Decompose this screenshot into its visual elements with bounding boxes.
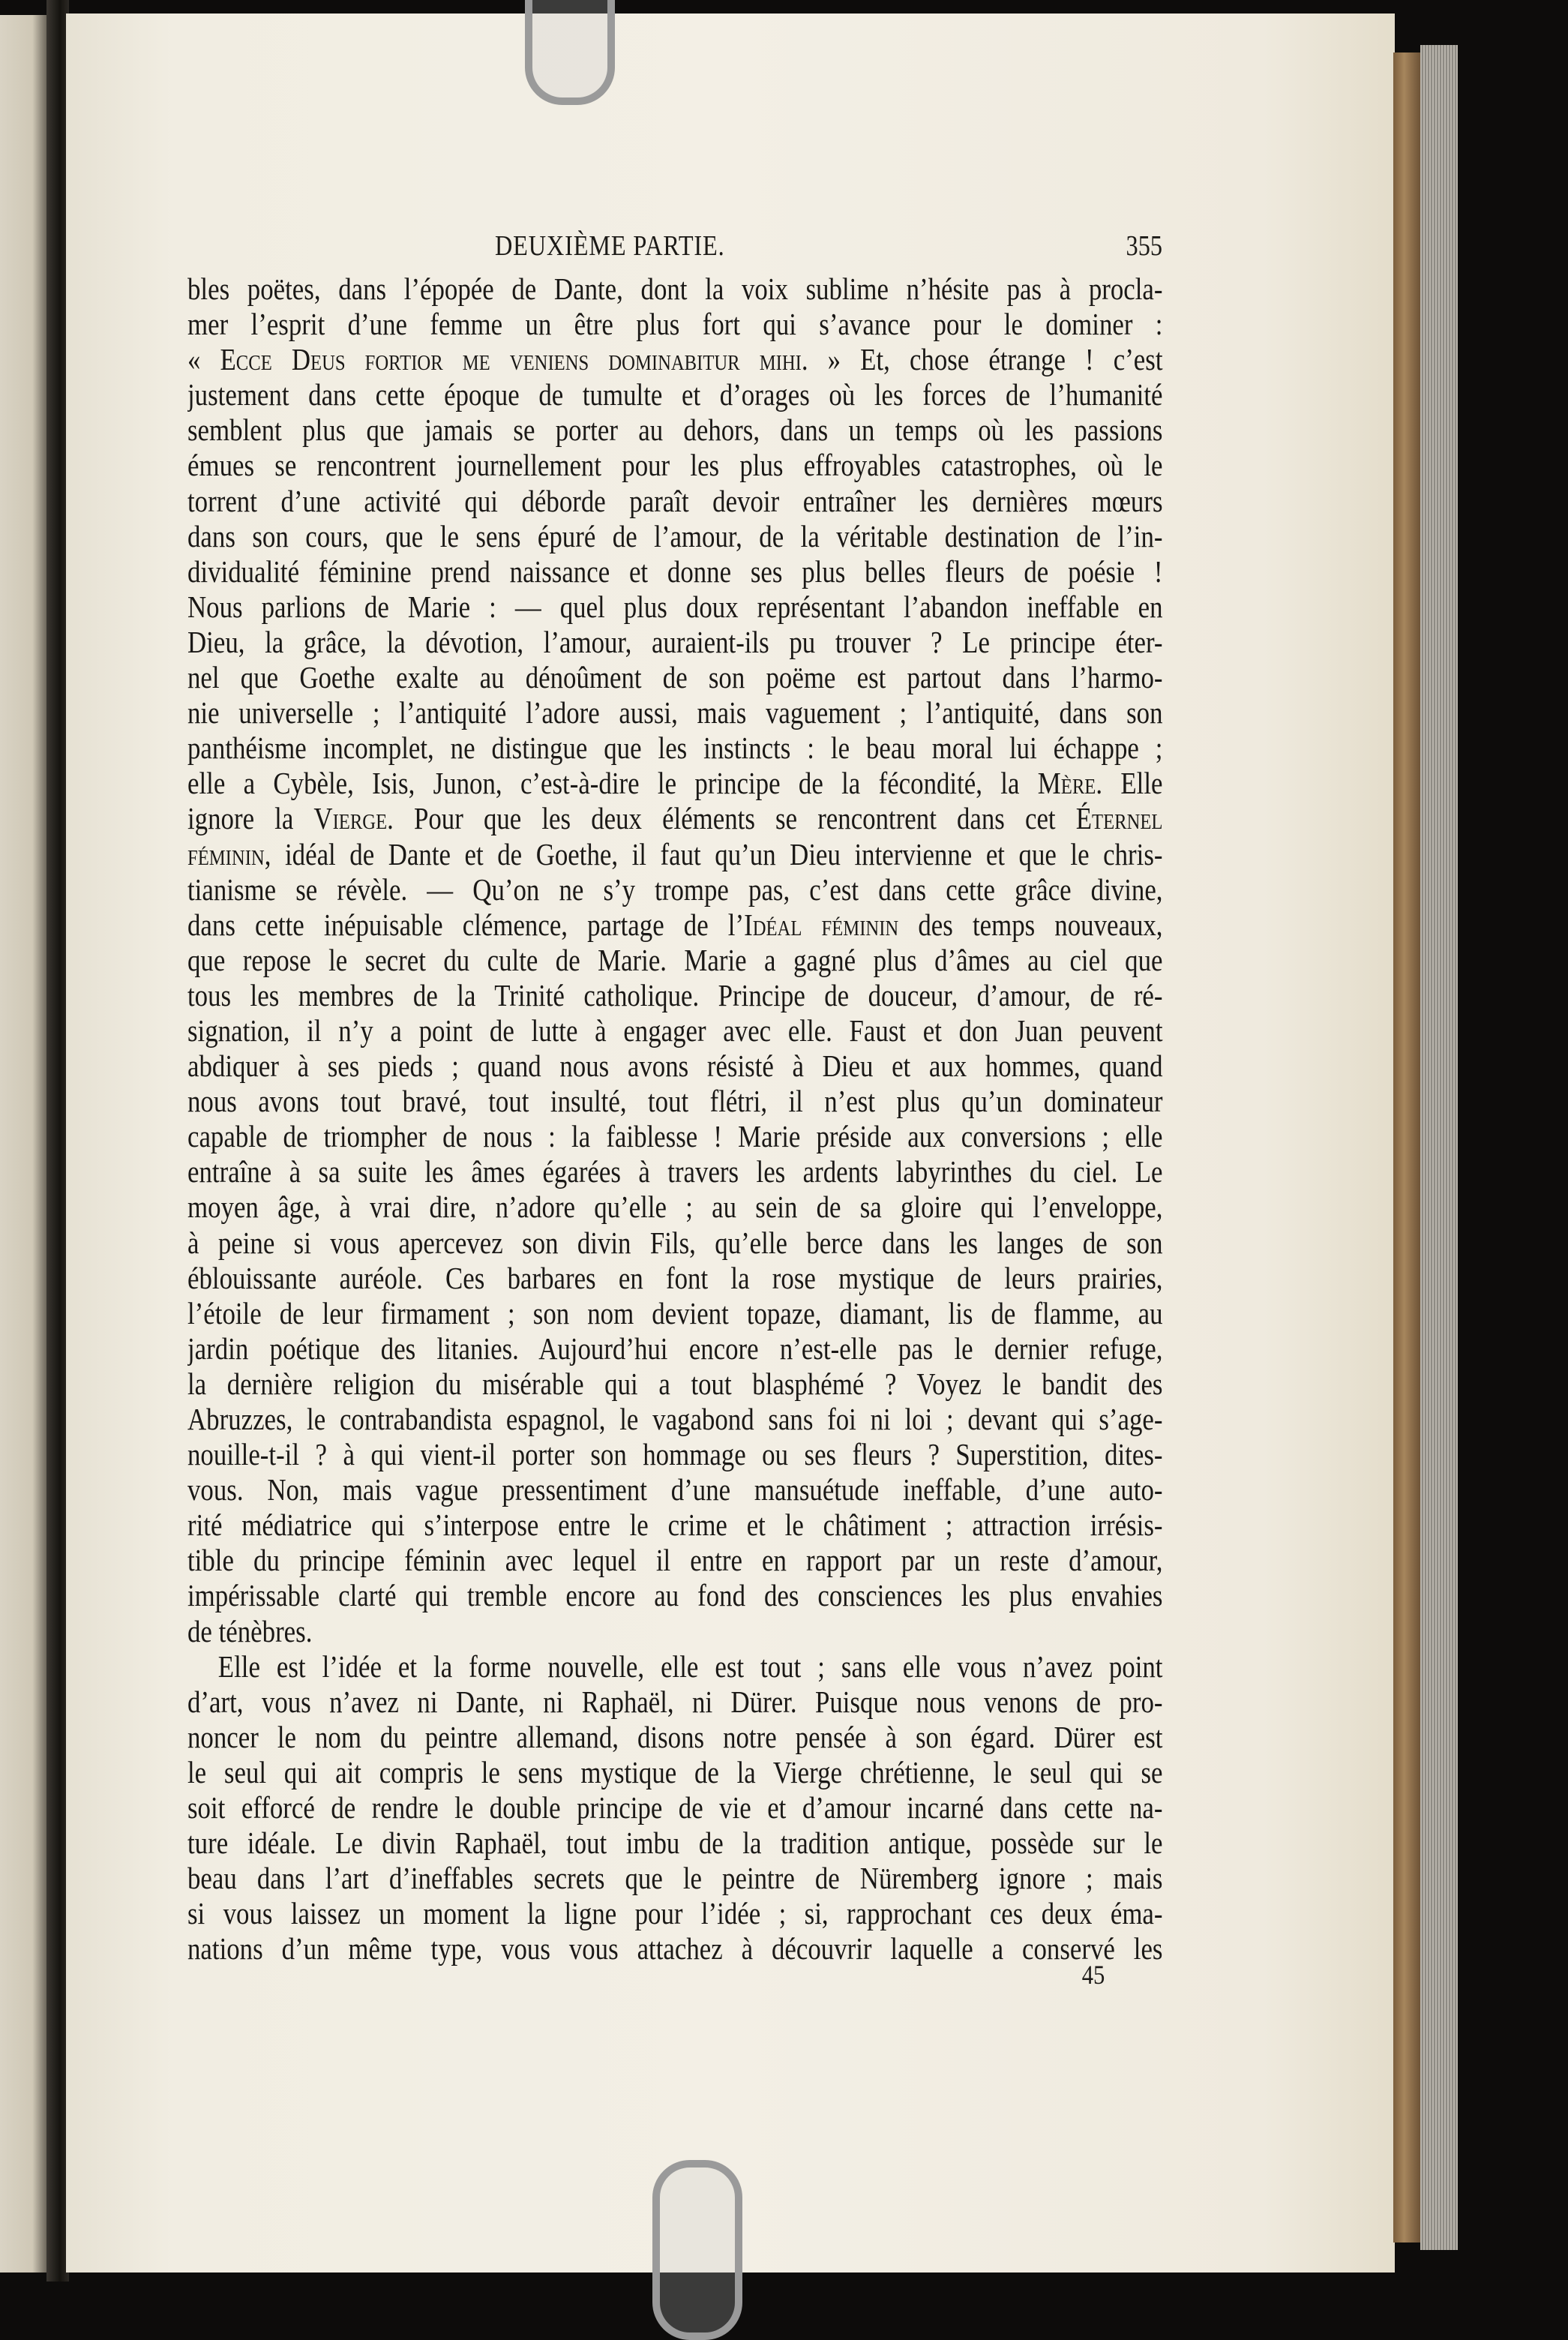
text-line xyxy=(187,1296,1163,1331)
text-run: justement dans cette époque de tumulte et d’orages où les forces de l’humanité xyxy=(187,377,1163,412)
text-run: jardin poétique des litanies. Aujourd’hui encore n’est-elle pas le dernier refuge, xyxy=(187,1330,1163,1366)
facing-page-edge xyxy=(0,15,46,2272)
text-line xyxy=(187,1084,1163,1119)
text-line xyxy=(187,1154,1163,1190)
small-caps-text: Vierge xyxy=(313,801,388,836)
text-run: la dernière religion du misérable qui a tout blasphémé ? Voyez le bandit des xyxy=(187,1366,1163,1401)
text-run: capable de triompher de nous : la faiblesse ! Marie préside aux conversions ; elle xyxy=(187,1119,1163,1154)
text-line xyxy=(187,1684,1163,1720)
text-run: à peine si vous apercevez son divin Fils, qu’elle berce dans les langes de son xyxy=(187,1225,1163,1260)
text-run: dividualité féminine prend naissance et donne ses plus belles fleurs de poésie ! xyxy=(187,554,1163,589)
text-line xyxy=(187,1366,1163,1402)
text-run: » Et, chose étrange ! c’est xyxy=(808,342,1163,377)
page-number: 355 xyxy=(1126,230,1162,262)
small-caps-text: Mère xyxy=(1037,766,1096,801)
text-run: elle a Cybèle, Isis, Junon, c’est-à-dire le principe de la fécondité, la xyxy=(187,766,1038,801)
text-run: l’étoile de leur firmament ; son nom devient topaze, diamant, lis de flamme, au xyxy=(187,1295,1163,1330)
text-run: semblent plus que jamais se porter au dehors, dans un temps où les passions xyxy=(187,412,1163,448)
text-line xyxy=(187,519,1163,554)
text-line xyxy=(187,342,1163,377)
text-line xyxy=(187,1402,1163,1437)
text-line xyxy=(187,307,1163,342)
text-run: Nous parlions de Marie : — quel plus doux représentant l’abandon ineffable en xyxy=(187,589,1163,624)
small-caps-text: féminin xyxy=(187,836,265,872)
text-run: signation, il n’y a point de lutte à engager avec elle. Faust et don Juan peuvent xyxy=(187,1012,1163,1048)
text-run: nie universelle ; l’antiquité l’adore aussi, mais vaguement ; l’antiquité, dans son xyxy=(187,695,1163,730)
text-line xyxy=(187,1790,1163,1826)
text-run: ture idéale. Le divin Raphaël, tout imbu de la tradition antique, possède sur le xyxy=(187,1826,1163,1861)
text-run: panthéisme incomplet, ne distingue que les instincts : le beau moral lui échappe ; xyxy=(187,730,1163,766)
text-line xyxy=(187,1261,1163,1296)
small-caps-text: Idéal féminin xyxy=(744,907,899,942)
text-line xyxy=(187,766,1163,801)
text-run: noncer le nom du peintre allemand, disons notre pensée à son égard. Dürer est xyxy=(187,1719,1163,1754)
text-run: dans cette inépuisable clémence, partage de l’ xyxy=(187,907,745,942)
text-line xyxy=(187,660,1163,695)
text-line xyxy=(187,484,1163,519)
text-run: nel que Goethe exalte au dénoûment de son poëme est partout dans l’harmo- xyxy=(187,660,1163,695)
text-run: abdiquer à ses pieds ; quand nous avons résisté à Dieu et aux hommes, quand xyxy=(187,1048,1163,1084)
text-run: tianisme se révèle. — Qu’on ne s’y trompe pas, c’est dans cette grâce divine, xyxy=(187,872,1163,907)
text-line xyxy=(187,872,1163,908)
text-line xyxy=(187,1508,1163,1543)
text-run: d’art, vous n’avez ni Dante, ni Raphaël, ni Dürer. Puisque nous venons de pro- xyxy=(187,1684,1163,1719)
text-line xyxy=(187,412,1163,448)
text-run: « xyxy=(187,342,220,377)
text-line xyxy=(187,1931,1163,1966)
page-clip-top xyxy=(525,0,615,105)
text-line xyxy=(187,695,1163,730)
text-run: nouille-t-il ? à qui vient-il porter son hommage ou ses fleurs ? Superstition, dites- xyxy=(187,1437,1163,1472)
signature-mark: 45 xyxy=(1081,1960,1105,1990)
text-line xyxy=(187,1048,1163,1084)
text-line xyxy=(187,1226,1163,1261)
text-run: impérissable clarté qui tremble encore au fond des consciences les plus envahies xyxy=(187,1578,1163,1613)
text-run: Elle est l’idée et la forme nouvelle, elle est tout ; sans elle vous n’avez point xyxy=(217,1648,1163,1684)
text-line xyxy=(187,1578,1163,1613)
text-line xyxy=(187,908,1163,943)
text-run: entraîne à sa suite les âmes égarées à travers les ardents labyrinthes du ciel. Le xyxy=(187,1154,1163,1190)
text-run: beau dans l’art d’ineffables secrets que le peintre de Nüremberg ignore ; mais xyxy=(187,1861,1163,1896)
text-run: torrent d’une activité qui déborde paraît devoir entraîner les dernières mœurs xyxy=(187,483,1163,518)
text-run: vous. Non, mais vague pressentiment d’une mansuétude ineffable, d’une auto- xyxy=(187,1472,1163,1508)
text-line xyxy=(187,1649,1163,1684)
text-run: Abruzzes, le contrabandista espagnol, le vagabond sans foi ni loi ; devant qui s’age- xyxy=(187,1402,1163,1436)
text-line xyxy=(187,625,1163,660)
text-line xyxy=(187,377,1163,412)
text-run: que repose le secret du culte de Marie. Marie a gagné plus d’âmes au ciel que xyxy=(187,942,1163,977)
text-run: dans son cours, que le sens épuré de l’amour, de la véritable destination de l’in- xyxy=(187,518,1163,554)
text-run: ignore la xyxy=(187,801,314,836)
text-line xyxy=(187,1543,1163,1578)
page-clip-bottom xyxy=(652,2160,742,2340)
text-run: émues se rencontrent journellement pour les plus effroyables catastrophes, où le xyxy=(187,448,1163,483)
text-line xyxy=(187,801,1163,836)
text-line xyxy=(187,1614,1163,1649)
text-run: rité médiatrice qui s’interpose entre le crime et le châtiment ; attraction irrésis- xyxy=(187,1508,1163,1543)
text-line xyxy=(187,1755,1163,1790)
text-line xyxy=(187,1826,1163,1861)
text-line xyxy=(187,978,1163,1013)
text-line xyxy=(187,1896,1163,1931)
page-stack-edge xyxy=(1420,45,1458,2250)
page-edge-brown xyxy=(1393,52,1420,2242)
text-line xyxy=(187,1861,1163,1896)
text-line xyxy=(187,943,1163,978)
text-line xyxy=(187,1720,1163,1755)
text-run: mer l’esprit d’une femme un être plus fort qui s’avance pour le dominer : xyxy=(187,307,1163,342)
body-text xyxy=(187,272,1163,1967)
text-line xyxy=(187,1119,1163,1154)
running-title: DEUXIÈME PARTIE. xyxy=(495,230,725,262)
text-line xyxy=(187,1013,1163,1048)
text-run: tible du principe féminin avec lequel il entre en rapport par un reste d’amour, xyxy=(187,1543,1163,1578)
text-line xyxy=(187,730,1163,766)
text-line xyxy=(187,1331,1163,1366)
text-line xyxy=(187,590,1163,625)
text-run: le seul qui ait compris le sens mystique de la Vierge chrétienne, le seul qui se xyxy=(187,1754,1163,1790)
text-run: moyen âge, à vrai dire, n’adore qu’elle ; au sein de sa gloire qui l’enveloppe, xyxy=(187,1190,1163,1225)
text-run: Dieu, la grâce, la dévotion, l’amour, auraient-ils pu trouver ? Le principe éter- xyxy=(187,624,1163,659)
text-run: de ténèbres. xyxy=(187,1613,313,1648)
small-caps-text: Éternel xyxy=(1075,801,1163,836)
text-line xyxy=(187,448,1163,483)
text-line xyxy=(187,554,1163,590)
text-run: nous avons tout bravé, tout insulté, tout flétri, il n’est plus qu’un dominateur xyxy=(187,1084,1163,1119)
text-run: . Elle xyxy=(1096,766,1163,801)
text-line xyxy=(187,837,1163,872)
text-run: soit efforcé de rendre le double principe de vie et d’amour incarné dans cette na- xyxy=(187,1790,1163,1826)
text-run: bles poëtes, dans l’épopée de Dante, dont la voix sublime n’hésite pas à procla- xyxy=(187,272,1163,306)
text-run: si vous laissez un moment la ligne pour l’idée ; si, rapprochant ces deux éma- xyxy=(187,1896,1163,1931)
text-line xyxy=(187,1437,1163,1472)
text-line xyxy=(187,1472,1163,1508)
text-run: éblouissante auréole. Ces barbares en font la rose mystique de leurs prairies, xyxy=(187,1260,1163,1295)
text-run: des temps nouveaux, xyxy=(898,907,1163,942)
text-run: , idéal de Dante et de Goethe, il faut qu’un Dieu intervienne et que le chris- xyxy=(264,836,1163,872)
text-run: tous les membres de la Trinité catholique. Principe de douceur, d’amour, de ré- xyxy=(187,977,1163,1012)
small-caps-text: Ecce Deus fortior me veniens dominabitur mihi. xyxy=(220,342,808,377)
text-line xyxy=(187,1190,1163,1225)
text-line xyxy=(187,272,1163,307)
running-header xyxy=(187,230,1162,267)
text-run: nations d’un même type, vous vous attachez à découvrir laquelle a conservé les xyxy=(187,1931,1163,1966)
text-run: . Pour que les deux éléments se rencontrent dans cet xyxy=(387,801,1076,836)
